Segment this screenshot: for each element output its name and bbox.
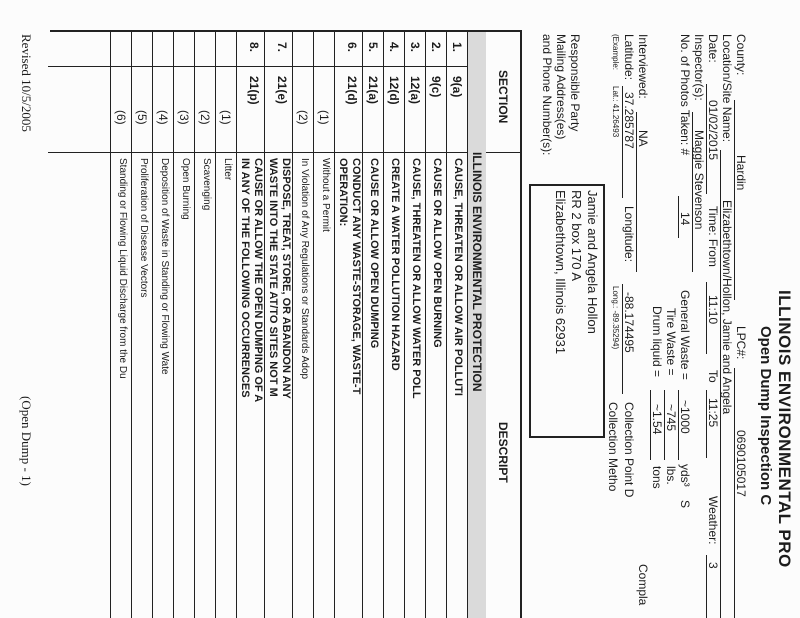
num-column-divider xyxy=(48,66,468,67)
table-row xyxy=(173,32,195,618)
general-waste-unit: yds³ xyxy=(678,464,692,487)
header-divider xyxy=(486,152,520,153)
table-row xyxy=(334,32,363,618)
row-description: Open Burning xyxy=(180,158,191,220)
row-number: 6. xyxy=(345,42,359,53)
drum-liquid-value: ~1.54 xyxy=(650,404,664,435)
rp-address: RR 2 box 170 A xyxy=(569,190,584,282)
row-description: CAUSE OR ALLOW THE OPEN DUMPING OF A xyxy=(252,158,264,403)
general-waste-line xyxy=(678,390,679,460)
page-label: (Open Dump - 1) xyxy=(19,396,34,486)
table-row xyxy=(215,32,237,618)
table-row xyxy=(313,32,335,618)
row-description: CONDUCT ANY WASTE-STORAGE, WASTE-T xyxy=(350,158,362,395)
row-description: DISPOSE, TREAT, STORE, OR ABANDON ANY xyxy=(280,158,292,399)
tire-waste-value: ~745 xyxy=(664,404,678,432)
interviewed-label: Interviewed: xyxy=(636,34,650,99)
row-description-continued: OPERATION: xyxy=(337,158,349,227)
mailing-address-label: Mailing Address(es) xyxy=(554,34,568,140)
row-description: Scavenging xyxy=(201,158,212,211)
row-number: 7. xyxy=(275,42,289,53)
drum-liquid-label: Drum liquid = xyxy=(650,306,664,378)
location-label: Location/Site Name: xyxy=(720,34,734,143)
row-number: 4. xyxy=(387,42,401,53)
agency-row xyxy=(467,32,486,618)
row-number: 5. xyxy=(366,42,380,53)
row-description: CAUSE, THREATEN OR ALLOW WATER POLL xyxy=(410,158,422,399)
revised-date: Revised 10/5/2005 xyxy=(19,34,34,132)
row-description: Standing or Flowing Liquid Discharge from the Du xyxy=(117,158,128,379)
row-section: 21(e) xyxy=(275,76,289,105)
row-section: 21(d) xyxy=(345,76,359,105)
row-section: 9(a) xyxy=(450,76,464,98)
table-row xyxy=(362,32,384,618)
inspector-value: Maggie Stevenson xyxy=(692,130,706,230)
agency-title: ILLINOIS ENVIRONMENTAL PROTECTION xyxy=(470,152,484,392)
row-section: (4) xyxy=(156,110,170,125)
lpc-line xyxy=(734,368,735,618)
row-section: 21(a) xyxy=(366,76,380,105)
date-line xyxy=(706,84,707,194)
table-row xyxy=(292,32,314,618)
weather-value: 3 xyxy=(706,562,720,569)
long-example: Long.: -89.35294) xyxy=(611,286,620,350)
row-section: (5) xyxy=(135,110,149,125)
row-section: 12(a) xyxy=(408,76,422,105)
row-description: Deposition of Waste in Standing or Flowing Wate xyxy=(159,158,170,375)
drum-liquid-unit: tons xyxy=(650,466,664,489)
general-waste-label: General Waste = xyxy=(678,290,692,380)
table-row xyxy=(425,32,447,618)
latitude-line xyxy=(622,86,623,198)
table-header xyxy=(485,32,520,618)
row-number: 3. xyxy=(408,42,422,53)
lat-example: Lat.: 41.26493 xyxy=(611,86,620,138)
row-section: (2) xyxy=(296,110,310,125)
table-row xyxy=(131,32,153,618)
row-description-continued: WASTE INTO THE STATE AT/TO SITES NOT M xyxy=(267,158,279,397)
row-description: CAUSE OR ALLOW OPEN BURNING xyxy=(431,158,443,348)
responsible-party-label: Responsible Party xyxy=(568,34,582,132)
row-description: Proliferation of Disease Vectors xyxy=(138,158,149,298)
violations-table xyxy=(50,30,522,618)
longitude-value: -88.174495 xyxy=(622,292,636,353)
row-description: In Violation of Any Regulations or Standards Adop xyxy=(299,158,310,380)
table-row xyxy=(194,32,216,618)
weather-line xyxy=(706,555,707,618)
photos-label: No. of Photos Taken: # xyxy=(678,34,692,156)
row-number: 8. xyxy=(247,42,261,53)
time-to-value: 11:25 xyxy=(706,398,720,428)
tire-waste-unit: lbs. xyxy=(664,466,678,485)
table-row xyxy=(152,32,174,618)
tire-waste-label: Tire Waste = xyxy=(664,308,678,376)
general-waste-suffix: S xyxy=(678,500,692,509)
row-number: 2. xyxy=(429,42,443,53)
collection-method-label: Collection Metho xyxy=(606,402,620,492)
rp-city: Elizabethtown, Illinois 62931 xyxy=(553,190,568,355)
date-value: 01/02/2015 xyxy=(706,100,720,161)
complaint-label: Compla xyxy=(636,564,650,606)
row-description: CREATE A WATER POLLUTION HAZARD xyxy=(389,158,401,371)
form-subtitle: Open Dump Inspection C xyxy=(757,326,774,506)
row-section: 12(d) xyxy=(387,76,401,105)
time-from-value: 11:10 xyxy=(706,295,720,325)
photos-line xyxy=(678,196,679,238)
row-section: (3) xyxy=(177,110,191,125)
table-row xyxy=(404,32,426,618)
longitude-line xyxy=(622,284,623,394)
rp-name: Jamie and Angela Hollon xyxy=(585,190,600,334)
photos-value: 14 xyxy=(678,212,692,226)
row-section: (6) xyxy=(114,110,128,125)
example-label: (Example: xyxy=(611,34,620,71)
section-column-divider xyxy=(48,152,468,153)
time-to-label: To xyxy=(706,370,720,383)
row-section: (2) xyxy=(198,110,212,125)
weather-label: Weather: xyxy=(706,496,720,545)
header-description: DESCRIPT xyxy=(496,422,510,483)
table-row xyxy=(446,32,468,618)
form-title: ILLINOIS ENVIRONMENTAL PRO xyxy=(775,290,794,568)
location-line xyxy=(720,150,721,618)
county-label: County: xyxy=(734,34,748,76)
row-number: 1. xyxy=(450,42,464,53)
row-description-continued: IN ANY OF THE FOLLOWING OCCURRENCES xyxy=(239,158,251,398)
interviewed-value: NA xyxy=(636,130,650,147)
drum-liquid-line xyxy=(650,390,651,460)
lpc-value: 0690105017 xyxy=(734,430,748,497)
row-description: CAUSE OR ALLOW OPEN DUMPING xyxy=(368,158,380,349)
collection-point-label: Collection Point D xyxy=(622,402,636,498)
latitude-value: 37.285787 xyxy=(622,92,636,149)
latitude-label: Latitude: xyxy=(622,34,636,81)
phone-label: and Phone Number(s): xyxy=(540,34,554,156)
general-waste-value: ~1000 xyxy=(678,400,692,434)
row-section: 21(p) xyxy=(247,76,261,105)
county-line xyxy=(734,100,735,300)
row-description: Litter xyxy=(222,158,233,181)
table-row xyxy=(264,32,293,618)
inspector-line xyxy=(692,112,693,272)
date-label: Date: xyxy=(706,34,720,63)
row-section: 9(c) xyxy=(429,76,443,98)
row-section: (1) xyxy=(317,110,331,125)
time-from-line xyxy=(706,282,707,354)
inspector-label: Inspector(s): xyxy=(692,34,706,101)
row-description: CAUSE, THREATEN OR ALLOW AIR POLLUTI xyxy=(452,158,464,396)
location-value: Elizabethtown/Hollon, Jamie and Angela xyxy=(720,200,734,415)
table-row xyxy=(383,32,405,618)
header-section: SECTION xyxy=(496,70,510,124)
row-section: (1) xyxy=(219,110,233,125)
longitude-label: Longitude: xyxy=(622,206,636,263)
county-value: Hardin xyxy=(734,155,748,191)
time-to-line xyxy=(706,390,707,458)
tire-waste-line xyxy=(664,390,665,460)
interviewed-line xyxy=(636,112,637,272)
row-description: Without a Permit xyxy=(320,158,331,232)
table-row xyxy=(236,32,265,618)
lpc-label: LPC#: xyxy=(734,326,748,360)
time-from-label: Time: From xyxy=(706,206,720,267)
table-row xyxy=(110,32,132,618)
